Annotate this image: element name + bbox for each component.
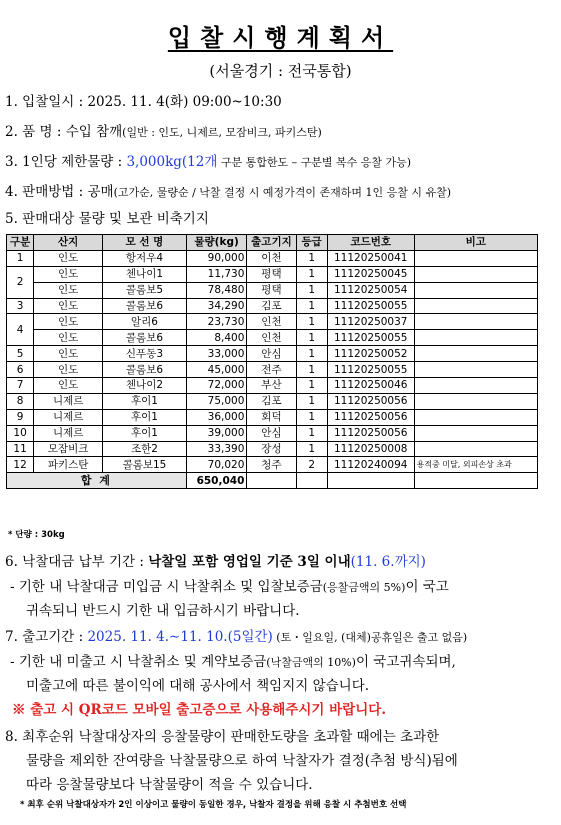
cell-quantity: 23,730 (186, 314, 247, 330)
cell-memo (414, 314, 537, 330)
table-row (7, 425, 538, 441)
cell-quantity: 36,000 (186, 409, 247, 425)
header-grade: 등급 (296, 235, 327, 251)
header-vessel: 모 선 명 (103, 235, 187, 251)
cell-origin: 인도 (34, 314, 103, 330)
cell-depot: 평택 (247, 282, 296, 298)
payment-note-line2: 귀속되니 반드시 기한 내 입금하시기 바랍니다. (26, 603, 300, 619)
cell-memo (414, 298, 537, 314)
release-note: (토・일요일, (대체)공휴일은 출고 없음) (272, 631, 468, 644)
cell-code: 11120250055 (327, 330, 414, 346)
cell-depot: 안심 (247, 346, 296, 362)
cell-grade: 1 (296, 441, 327, 457)
cell-grade: 1 (296, 346, 327, 362)
cell-depot: 인천 (247, 314, 296, 330)
cell-code: 11120250046 (327, 378, 414, 394)
cell-quantity: 11,730 (186, 266, 247, 282)
cell-quantity: 75,000 (186, 393, 247, 409)
header-code: 코드번호 (327, 235, 414, 251)
cell-origin: 파키스탄 (34, 457, 103, 473)
cell-group: 11 (7, 441, 34, 457)
footnote: * 최후 순위 낙찰대상자가 2인 이상이고 물량이 동일한 경우, 낙찰자 결정을 위해 응찰 시 추첨번호 선택 (20, 800, 407, 810)
cell-vessel: 후이1 (103, 425, 187, 441)
item-value: 수입 참깨 (65, 124, 123, 140)
table-row (7, 266, 538, 282)
cell-group: 5 (7, 346, 34, 362)
item-label: 3. 1인당 제한물량 : (5, 154, 127, 170)
section-label: 7. 출고기간 : (5, 629, 88, 645)
payment-note-line1 (10, 575, 449, 595)
cell-vessel: 후이1 (103, 393, 187, 409)
cell-memo (414, 441, 537, 457)
cell-code: 11120250041 (327, 250, 414, 266)
cell-vessel: 신푸동3 (103, 346, 187, 362)
cell-origin: 인도 (34, 282, 103, 298)
cell-depot: 김포 (247, 393, 296, 409)
cell-quantity: 70,020 (186, 457, 247, 473)
release-period: 2025. 11. 4.∼11. 10.(5일간) (87, 629, 273, 645)
header-depot: 출고기지 (247, 235, 296, 251)
text: - 기한 내 미출고 시 낙찰취소 및 계약보증금 (10, 654, 267, 670)
unit-note: * 단량 : 30kg (8, 530, 65, 540)
cell-group: 12 (7, 457, 34, 473)
section-label: 6. 낙찰대금 납부 기간 : (5, 554, 149, 570)
payment-deadline: 낙찰일 포함 영업일 기준 3일 이내 (148, 554, 351, 570)
cell-origin: 인도 (34, 298, 103, 314)
cell-depot: 회덕 (247, 409, 296, 425)
cell-vessel: 항저우4 (103, 250, 187, 266)
section-payment (5, 550, 426, 570)
total-label: 합 계 (7, 473, 187, 489)
cell-vessel: 콜롬보15 (103, 457, 187, 473)
text: (낙찰금액의 10%) (266, 656, 356, 669)
cell-depot: 안심 (247, 425, 296, 441)
item-note: 구분 통합한도 – 구분별 복수 응찰 가능) (217, 156, 412, 169)
text: 이 국고귀속되며, (355, 654, 456, 670)
cell-memo (414, 250, 537, 266)
cell-depot: 부산 (247, 378, 296, 394)
cell-depot: 이천 (247, 250, 296, 266)
total-empty (247, 473, 296, 489)
text: 이 국고 (405, 579, 449, 595)
item-label: 2. 품 명 : (5, 124, 66, 140)
item-stock-heading: 5. 판매대상 물량 및 보관 비축기지 (5, 211, 209, 227)
cell-origin: 모잠비크 (34, 441, 103, 457)
cell-memo: 용적중 미달, 외피손상 초과 (414, 457, 537, 473)
cell-code: 11120250055 (327, 298, 414, 314)
cell-vessel: 후이1 (103, 409, 187, 425)
header-group: 구분 (7, 235, 34, 251)
cell-group: 8 (7, 393, 34, 409)
cell-memo (414, 330, 537, 346)
cell-depot: 장성 (247, 441, 296, 457)
table-row (7, 378, 538, 394)
text: (응찰금액의 5%) (322, 581, 406, 594)
table-row (7, 314, 538, 330)
item-note: (일반 : 인도, 니제르, 모잠비크, 파키스탄) (122, 126, 322, 139)
cell-vessel: 첸나이1 (103, 266, 187, 282)
page-title: 입찰시행계획서 (167, 23, 394, 52)
table-row (7, 298, 538, 314)
cell-code: 11120250055 (327, 362, 414, 378)
header-origin: 산지 (34, 235, 103, 251)
cell-grade: 1 (296, 378, 327, 394)
table-row (7, 457, 538, 473)
item-bid-datetime (5, 90, 282, 110)
total-empty (327, 473, 414, 489)
cell-grade: 1 (296, 393, 327, 409)
cell-group: 7 (7, 378, 34, 394)
cell-code: 11120250008 (327, 441, 414, 457)
cell-memo (414, 378, 537, 394)
cell-quantity: 90,000 (186, 250, 247, 266)
cell-origin: 인도 (34, 378, 103, 394)
cell-grade: 1 (296, 409, 327, 425)
cell-origin: 인도 (34, 362, 103, 378)
cell-vessel: 첸나이2 (103, 378, 187, 394)
cell-quantity: 72,000 (186, 378, 247, 394)
cell-grade: 1 (296, 425, 327, 441)
cell-code: 11120250045 (327, 266, 414, 282)
qr-warning: ※ 출고 시 QR코드 모바일 출고증으로 사용해주시기 바랍니다. (12, 702, 387, 718)
cell-origin: 인도 (34, 330, 103, 346)
cell-origin: 인도 (34, 266, 103, 282)
cell-vessel: 콜롬보5 (103, 282, 187, 298)
cell-quantity: 8,400 (186, 330, 247, 346)
cell-memo (414, 346, 537, 362)
cell-group: 6 (7, 362, 34, 378)
item-value: 2025. 11. 4(화) 09:00~10:30 (87, 94, 282, 110)
cell-memo (414, 282, 537, 298)
table-row (7, 346, 538, 362)
cell-group: 9 (7, 409, 34, 425)
item-value: 3,000kg(12개 (126, 154, 218, 170)
cell-vessel: 알리6 (103, 314, 187, 330)
cell-group: 1 (7, 250, 34, 266)
cell-code: 11120250056 (327, 393, 414, 409)
header-quantity: 물량(kg) (186, 235, 247, 251)
cell-origin: 인도 (34, 346, 103, 362)
page-subtitle: (서울경기 : 전국통합) (209, 62, 352, 80)
cell-group: 3 (7, 298, 34, 314)
section-allocation-line3: 따라 응찰물량보다 낙찰물량이 적을 수 있습니다. (26, 777, 313, 793)
table-header (7, 235, 538, 251)
cell-origin: 니제르 (34, 393, 103, 409)
section-release (5, 625, 467, 645)
section-allocation-line2: 물량을 제외한 잔여량을 낙찰물량으로 하여 낙찰자가 결정(추첨 방식)됨에 (26, 753, 458, 769)
cell-quantity: 39,000 (186, 425, 247, 441)
table-row (7, 282, 538, 298)
table-row (7, 409, 538, 425)
cell-grade: 1 (296, 266, 327, 282)
table-row (7, 330, 538, 346)
cell-quantity: 78,480 (186, 282, 247, 298)
item-value: 공매 (87, 184, 114, 200)
table-row (7, 250, 538, 266)
cell-vessel: 조한2 (103, 441, 187, 457)
cell-code: 11120250056 (327, 425, 414, 441)
item-note: (고가순, 물량순 / 낙찰 결정 시 예정가격이 존재하며 1인 응찰 시 유찰) (113, 186, 452, 199)
cell-origin: 인도 (34, 250, 103, 266)
cell-depot: 김포 (247, 298, 296, 314)
cell-memo (414, 409, 537, 425)
total-empty (414, 473, 537, 489)
total-row (7, 473, 538, 489)
table-row (7, 441, 538, 457)
cell-depot: 평택 (247, 266, 296, 282)
item-limit (5, 150, 411, 170)
item-product (5, 120, 322, 140)
cell-code: 11120250037 (327, 314, 414, 330)
cell-vessel: 콜롬보6 (103, 362, 187, 378)
item-sale-method (5, 180, 451, 200)
cell-depot: 전주 (247, 362, 296, 378)
cell-grade: 1 (296, 362, 327, 378)
cell-memo (414, 362, 537, 378)
table-row (7, 393, 538, 409)
total-quantity: 650,040 (186, 473, 247, 489)
cell-code: 11120250056 (327, 409, 414, 425)
cell-quantity: 33,000 (186, 346, 247, 362)
text: - 기한 내 낙찰대금 미입금 시 낙찰취소 및 입찰보증금 (10, 579, 323, 595)
cell-origin: 니제르 (34, 409, 103, 425)
cell-group: 4 (7, 314, 34, 346)
cell-grade: 1 (296, 314, 327, 330)
cell-vessel: 콜롬보6 (103, 298, 187, 314)
cell-quantity: 33,390 (186, 441, 247, 457)
release-note-line2: 미출고에 따른 불이익에 대해 공사에서 책임지지 않습니다. (26, 678, 370, 694)
cell-memo (414, 393, 537, 409)
release-note-line1 (10, 650, 456, 670)
section-allocation-line1: 8. 최후순위 낙찰대상자의 응찰물량이 판매한도량을 초과할 때에는 초과한 (5, 729, 440, 745)
stock-table (6, 234, 538, 489)
item-label: 4. 판매방법 : (5, 184, 88, 200)
header-memo: 비고 (414, 235, 537, 251)
cell-origin: 니제르 (34, 425, 103, 441)
item-label: 1. 입찰일시 : (5, 94, 88, 110)
cell-code: 11120250052 (327, 346, 414, 362)
cell-code: 11120250054 (327, 282, 414, 298)
cell-quantity: 34,290 (186, 298, 247, 314)
cell-grade: 1 (296, 330, 327, 346)
cell-grade: 1 (296, 282, 327, 298)
cell-group: 2 (7, 266, 34, 298)
cell-group: 10 (7, 425, 34, 441)
cell-grade: 2 (296, 457, 327, 473)
cell-depot: 청주 (247, 457, 296, 473)
total-empty (296, 473, 327, 489)
cell-grade: 1 (296, 298, 327, 314)
payment-date: (11. 6.까지) (350, 554, 426, 570)
cell-quantity: 45,000 (186, 362, 247, 378)
cell-memo (414, 425, 537, 441)
table-row (7, 362, 538, 378)
cell-code: 11120240094 (327, 457, 414, 473)
cell-depot: 인천 (247, 330, 296, 346)
cell-memo (414, 266, 537, 282)
cell-grade: 1 (296, 250, 327, 266)
cell-vessel: 콜롬보6 (103, 330, 187, 346)
